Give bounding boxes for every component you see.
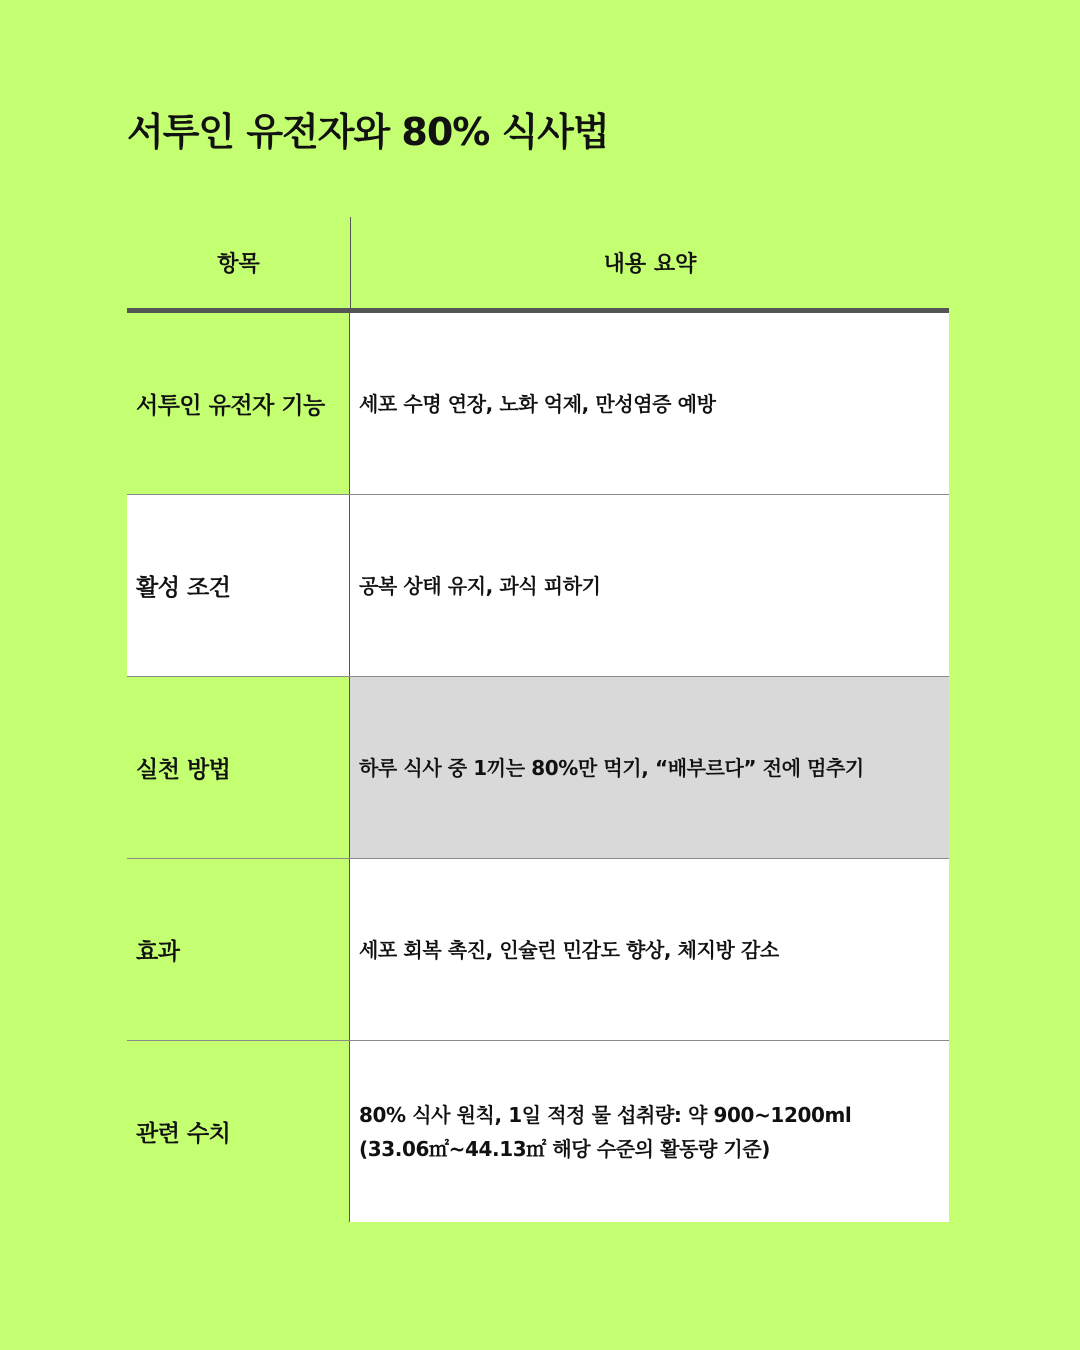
summary-line: (33.06㎡~44.13㎡ 해당 수준의 활동량 기준) [359,1136,771,1161]
header-summary: 내용 요약 [603,252,697,277]
header-item: 항목 [127,217,351,308]
row-summary: 공복 상태 유지, 과식 피하기 [350,495,949,676]
table-row [127,677,949,859]
row-item-label: 효과 [127,859,350,1040]
row-summary-lines [359,1098,851,1166]
row-summary-highlighted: 하루 식사 중 1끼는 80%만 먹기, “배부르다” 전에 멈추기 [350,677,949,858]
summary-table [127,217,949,1222]
row-item-label: 서투인 유전자 기능 [127,313,350,494]
row-item-label: 활성 조건 [127,495,350,676]
row-item-label: 관련 수치 [127,1041,350,1222]
row-summary: 세포 수명 연장, 노화 억제, 만성염증 예방 [350,313,949,494]
table-row [127,859,949,1041]
table-row [127,1041,949,1222]
table-row [127,495,949,677]
table-row [127,313,949,495]
row-summary: 세포 회복 촉진, 인슐린 민감도 향상, 체지방 감소 [350,859,949,1040]
row-item-label: 실천 방법 [127,677,350,858]
summary-line: 80% 식사 원칙, 1일 적정 물 섭취량: 약 900~1200ml [359,1102,852,1127]
page-title: 서투인 유전자와 80% 식사법 [127,110,609,154]
table-header [127,217,949,313]
row-summary [350,1041,949,1222]
